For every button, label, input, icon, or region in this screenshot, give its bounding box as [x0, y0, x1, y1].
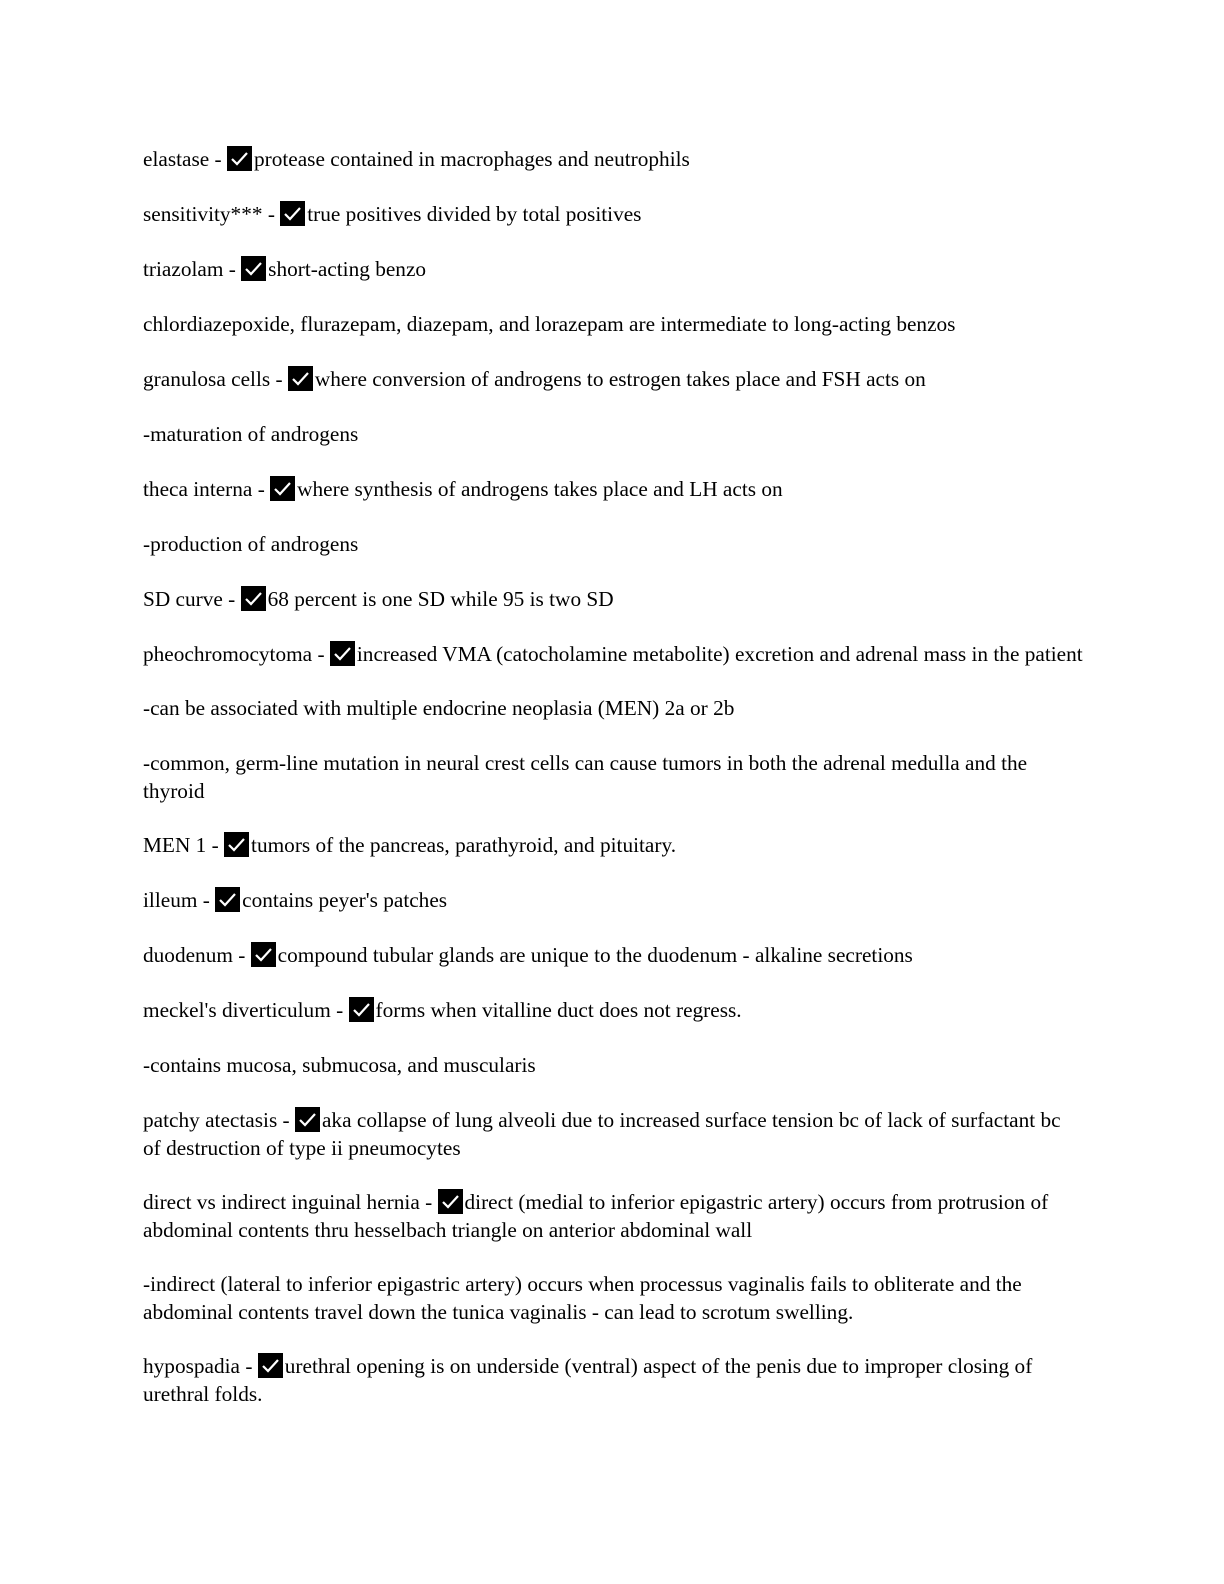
- entry-term: sensitivity*** -: [143, 202, 281, 226]
- entry-definition: forms when vitalline duct does not regress.: [375, 998, 742, 1022]
- entry-meckels-diverticulum: [143, 996, 1083, 1024]
- entry-pheochromocytoma: [143, 640, 1083, 668]
- entry-elastase: [143, 145, 1083, 173]
- entry-men-association-note: [143, 694, 1083, 722]
- entry-definition: where conversion of androgens to estrogen takes place and FSH acts on: [314, 367, 926, 391]
- checkmark-icon: [349, 997, 374, 1022]
- entry-term: patchy atectasis -: [143, 1108, 295, 1132]
- document-page: [143, 145, 1083, 1434]
- entry-triazolam: [143, 255, 1083, 283]
- entry-sensitivity: [143, 200, 1083, 228]
- entry-definition: urethral opening is on underside (ventral) aspect of the penis due to improper closing of urethral folds.: [143, 1354, 1033, 1406]
- entry-term: triazolam -: [143, 257, 242, 281]
- entry-definition: -maturation of androgens: [143, 422, 359, 446]
- entry-term: theca interna -: [143, 477, 271, 501]
- entry-mucosa-note: [143, 1051, 1083, 1079]
- entry-maturation-note: [143, 420, 1083, 448]
- entry-inguinal-hernia: [143, 1188, 1083, 1244]
- entry-definition: contains peyer's patches: [242, 888, 448, 912]
- checkmark-icon: [215, 887, 240, 912]
- checkmark-icon: [258, 1353, 283, 1378]
- entry-definition: protease contained in macrophages and neutrophils: [253, 147, 690, 171]
- entry-definition: aka collapse of lung alveoli due to increased surface tension bc of lack of surfactant bc of destruction of type ii pneumocytes: [143, 1108, 1061, 1160]
- entry-definition: true positives divided by total positives: [307, 202, 642, 226]
- entry-term: illeum -: [143, 888, 216, 912]
- entry-definition: -can be associated with multiple endocrine neoplasia (MEN) 2a or 2b: [143, 696, 735, 720]
- entry-definition: -contains mucosa, submucosa, and muscularis: [143, 1053, 536, 1077]
- entry-production-note: [143, 530, 1083, 558]
- entry-benzo-note: [143, 310, 1083, 338]
- entry-term: meckel's diverticulum -: [143, 998, 349, 1022]
- entry-term: direct vs indirect inguinal hernia -: [143, 1190, 438, 1214]
- checkmark-icon: [224, 832, 249, 857]
- entry-granulosa-cells: [143, 365, 1083, 393]
- entry-illeum: [143, 886, 1083, 914]
- entry-term: elastase -: [143, 147, 227, 171]
- entry-definition: 68 percent is one SD while 95 is two SD: [267, 587, 614, 611]
- checkmark-icon: [438, 1189, 463, 1214]
- entry-definition: increased VMA (catocholamine metabolite) excretion and adrenal mass in the patient: [356, 642, 1083, 666]
- entry-definition: short-acting benzo: [268, 257, 427, 281]
- entry-definition: -indirect (lateral to inferior epigastric artery) occurs when processus vaginalis fails to obliterate and the abdominal contents travel down the tunica vaginalis - can lead to scrotum swelling.: [143, 1272, 1022, 1324]
- entry-definition: chlordiazepoxide, flurazepam, diazepam, and lorazepam are intermediate to long-acting benzos: [143, 312, 956, 336]
- checkmark-icon: [280, 201, 305, 226]
- checkmark-icon: [295, 1107, 320, 1132]
- entry-definition: compound tubular glands are unique to the duodenum - alkaline secretions: [277, 943, 913, 967]
- entry-definition: direct (medial to inferior epigastric artery) occurs from protrusion of abdominal contents thru hesselbach triangle on anterior abdominal wall: [143, 1190, 1049, 1242]
- entry-term: granulosa cells -: [143, 367, 288, 391]
- entry-sd-curve: [143, 585, 1083, 613]
- entry-term: duodenum -: [143, 943, 251, 967]
- checkmark-icon: [330, 641, 355, 666]
- entry-definition: -production of androgens: [143, 532, 359, 556]
- checkmark-icon: [251, 942, 276, 967]
- entry-term: pheochromocytoma -: [143, 642, 330, 666]
- entry-men-1: [143, 831, 1083, 859]
- entry-indirect-hernia-note: [143, 1270, 1083, 1326]
- entry-definition: tumors of the pancreas, parathyroid, and pituitary.: [251, 833, 677, 857]
- entry-definition: where synthesis of androgens takes place and LH acts on: [297, 477, 783, 501]
- checkmark-icon: [241, 256, 266, 281]
- entry-germline-note: [143, 749, 1083, 805]
- checkmark-icon: [241, 586, 266, 611]
- checkmark-icon: [227, 146, 252, 171]
- checkmark-icon: [270, 476, 295, 501]
- entry-term: SD curve -: [143, 587, 241, 611]
- entry-theca-interna: [143, 475, 1083, 503]
- checkmark-icon: [288, 366, 313, 391]
- entry-term: MEN 1 -: [143, 833, 225, 857]
- entry-duodenum: [143, 941, 1083, 969]
- entry-hypospadia: [143, 1352, 1083, 1408]
- entry-definition: -common, germ-line mutation in neural crest cells can cause tumors in both the adrenal medulla and the thyroid: [143, 751, 1028, 803]
- entry-patchy-atectasis: [143, 1106, 1083, 1162]
- entry-term: hypospadia -: [143, 1354, 258, 1378]
